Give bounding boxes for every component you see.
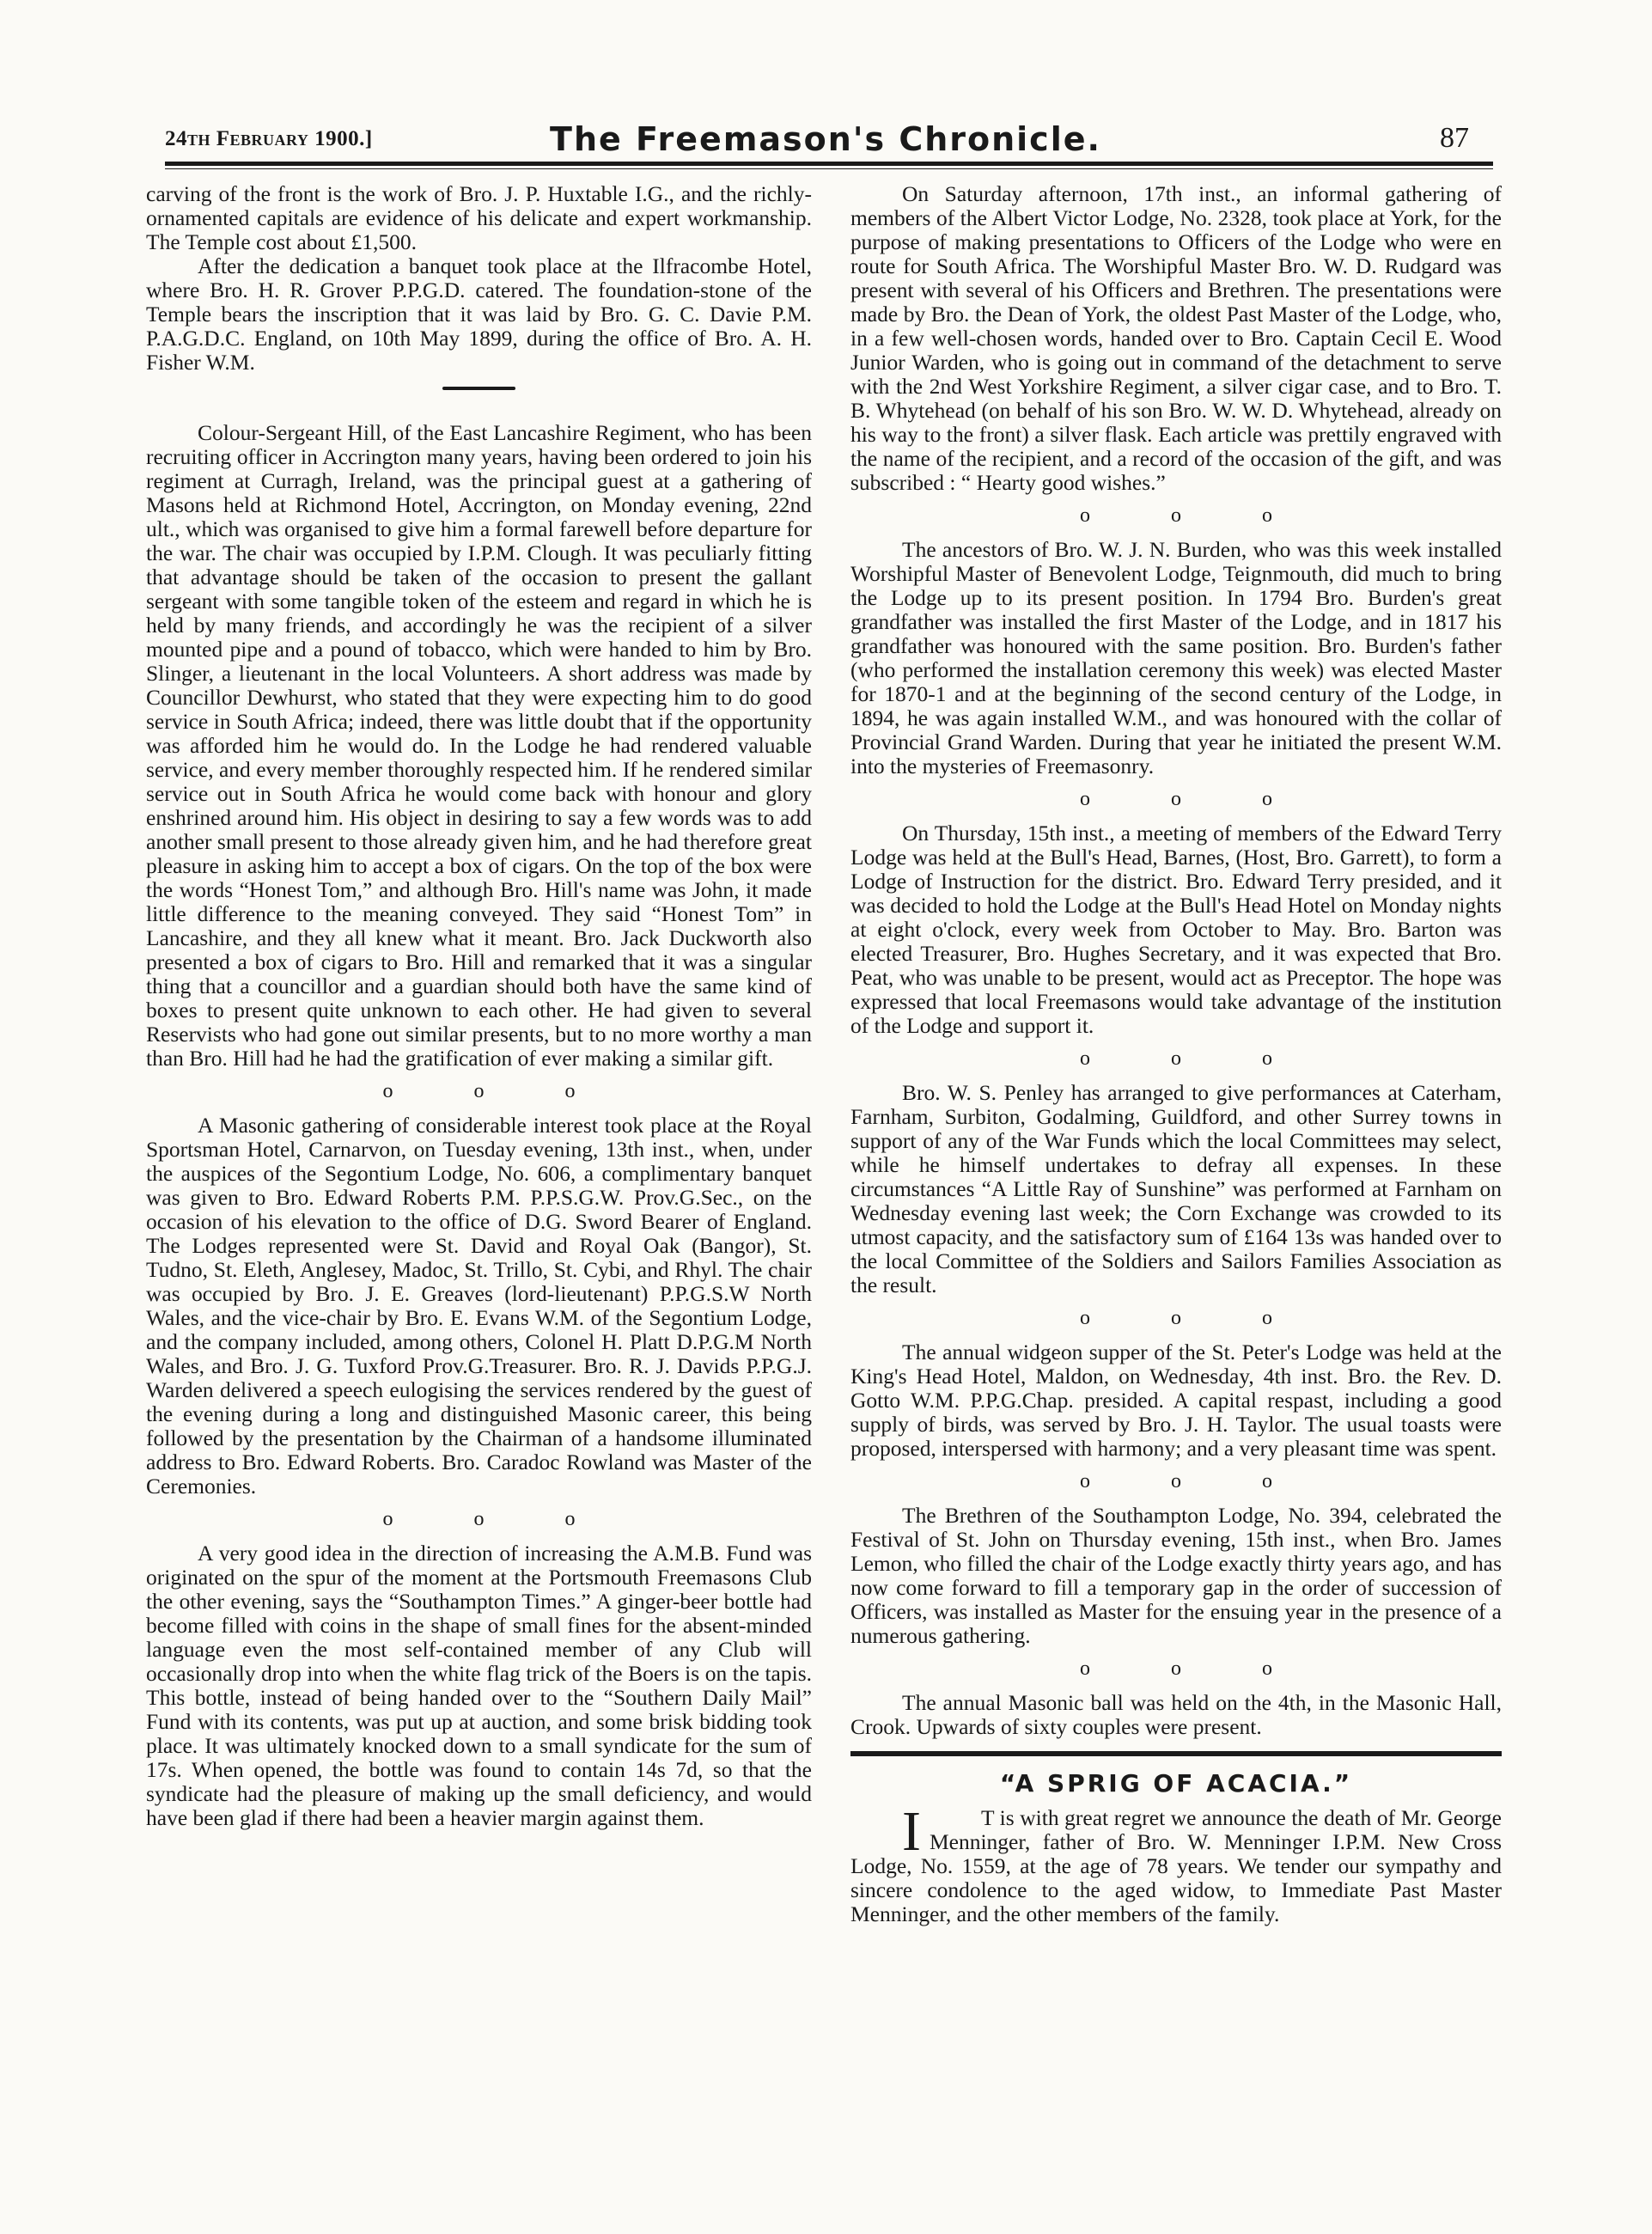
dot-separator: o o o bbox=[382, 1080, 613, 1102]
dot-separator: o o o bbox=[1080, 788, 1310, 810]
article-paragraph: A Masonic gathering of considerable interest took place at the Royal Sportsman Hotel, Carnarvon, on Tuesday evening, 13th inst., when, under the auspices of the Segontium Lodge, No. 606, a complimentary banquet was given to Bro. Edward Roberts P.M. P.P.S.G.W. Prov.G.Sec., on the occasion of his elevation to the office of D.G. Sword Bearer of England. The Lodges represented were St. David and Royal Oak (Bangor), St. Tudno, St. Eleth, Anglesey, Madoc, St. Trillo, St. Cybi, and Rhyl. The chair was occupied by Bro. J. E. Greaves (lord-lieutenant) P.P.G.S.W North Wales, and the vice-chair by Bro. E. Evans W.M. of the Segontium Lodge, and the company included, among others, Colonel H. Platt D.P.G.M North Wales, and Bro. J. G. Tuxford Prov.G.Treasurer. Bro. R. J. Davids P.P.G.J. Warden delivered a speech eulogising the services rendered by the guest of the evening during a long and distinguished Masonic career, this being followed by the presentation by the Chairman of a handsome illuminated address to Bro. Edward Roberts. Bro. Caradoc Rowland was Master of the Ceremonies. bbox=[146, 1113, 812, 1498]
article-paragraph: The annual widgeon supper of the St. Peter's Lodge was held at the King's Head Hotel, Maldon, on Wednesday, 4th inst. Bro. the Rev. D. Gotto W.M. P.P.G.Chap. presided. A capital respast, including a good supply of birds, was served by Bro. J. H. Taylor. The usual toasts were proposed, interspersed with harmony; and a very pleasant time was spent. bbox=[850, 1340, 1502, 1461]
page-header bbox=[165, 122, 1486, 156]
article-paragraph: The annual Masonic ball was held on the 4th, in the Masonic Hall, Crook. Upwards of sixty couples were present. bbox=[850, 1690, 1502, 1739]
right-column bbox=[850, 182, 1502, 1926]
article-paragraph: On Thursday, 15th inst., a meeting of members of the Edward Terry Lodge was held at the Bull's Head, Barnes, (Host, Bro. Garrett), to form a Lodge of Instruction for the district. Bro. Edward Terry presided, and it was decided to hold the Lodge at the Bull's Head Hotel on Monday nights at eight o'clock, every week from October to May. Bro. Barton was elected Treasurer, Bro. Hughes Secretary, and it was expected that Bro. Peat, who was unable to be present, would act as Preceptor. The hope was expressed that local Freemasons would take advantage of the institution of the Lodge and support it. bbox=[850, 821, 1502, 1038]
obituary-paragraph bbox=[850, 1800, 1502, 1926]
dot-separator: o o o bbox=[1080, 1307, 1310, 1329]
article-paragraph: Colour-Sergeant Hill, of the East Lancashire Regiment, who has been recruiting officer in Accrington many years, having been ordered to join his regiment at Curragh, Ireland, was the principal guest at a gathering of Masons held at Richmond Hotel, Accrington, on Monday evening, 22nd ult., which was organised to give him a formal farewell before departure for the war. The chair was occupied by I.P.M. Clough. It was peculiarly fitting that advantage should be taken of the occasion to present the gallant sergeant with some tangible token of the esteem and regard in which he is held by many friends, and accordingly he was the recipient of a silver mounted pipe and a pound of tobacco, which were handed to him by Bro. Slinger, a lieutenant in the local Volunteers. A short address was made by Councillor Dewhurst, who stated that they were expecting him to do good service in South Africa; indeed, there was little doubt that if the opportunity was afforded him he would do. In the Lodge he had rendered valuable service, and every member thoroughly respected him. If he rendered similar service out in South Africa he would come back with honour and glory enshrined around him. His object in desiring to say a few words was to add another small present to those already given him, and he had therefore great pleasure in asking him to accept a box of cigars. On the top of the box were the words “Honest Tom,” and although Bro. Hill's name was John, it made little difference to the meaning conveyed. They said “Honest Tom” in Lancashire, and they all knew what it meant. Bro. Jack Duckworth also presented a box of cigars to Bro. Hill and remarked that it was a singular thing that a councillor and a guardian should both have the same kind of boxes to present quite unknown to each other. He had given to several Reservists who had gone out similar presents, but to no more worthy a man than Bro. Hill had he had the gratification of ever making a similar gift. bbox=[146, 420, 812, 1071]
article-paragraph: After the dedication a banquet took place at the Ilfracombe Hotel, where Bro. H. R. Grover P.P.G.D. catered. The foundation-stone of the Temple bears the inscription that it was laid by Bro. G. C. Davie P.M. P.A.G.D.C. England, on 10th May 1899, during the office of Bro. A. H. Fisher W.M. bbox=[146, 253, 812, 375]
header-rule-thin bbox=[165, 168, 1493, 169]
article-paragraph: carving of the front is the work of Bro. J. P. Huxtable I.G., and the richly-ornamented capitals are evidence of his delicate and expert workmanship. The Temple cost about £1,500. bbox=[146, 181, 812, 254]
page-number: 87 bbox=[1440, 122, 1469, 154]
obituary-heading: “A SPRIG OF ACACIA.” bbox=[999, 1769, 1353, 1798]
article-separator bbox=[442, 387, 515, 390]
left-column bbox=[146, 182, 812, 1830]
dot-separator: o o o bbox=[1080, 1047, 1310, 1070]
issue-date: 24th February 1900.] bbox=[165, 127, 373, 150]
article-paragraph: Bro. W. S. Penley has arranged to give performances at Caterham, Farnham, Surbiton, Godalming, Guildford, and other Surrey towns in support of any of the War Funds which the local Committees may select, while he himself undertakes to defray all expenses. In these circumstances “A Little Ray of Sunshine” was performed at Farnham on Wednesday evening last week; the Corn Exchange was crowded to its utmost capacity, and the satisfactory sum of £164 13s was handed over to the local Committee of the Soldiers and Sailors Families Association as the result. bbox=[850, 1080, 1502, 1297]
article-paragraph: A very good idea in the direction of increasing the A.M.B. Fund was originated on the spur of the moment at the Portsmouth Freemasons Club the other evening, says the “Southampton Times.” A ginger-beer bottle had become filled with coins in the shape of small fines for the absent-minded language even the most self-contained member of any Club will occasionally drop into when the white flag trick of the Boers is on the tapis. This bottle, instead of being handed over to the “Southern Daily Mail” Fund with its contents, was put up at auction, and some brisk bidding took place. It was ultimately knocked down to a small syndicate for the sum of 17s. When opened, the bottle was found to contain 14s 7d, so that the syndicate had the pleasure of making up the small deficiency, and would have been glad if there had been a heavier margin against them. bbox=[146, 1541, 812, 1830]
header-rule bbox=[165, 162, 1493, 166]
dot-separator: o o o bbox=[382, 1508, 613, 1530]
drop-cap: I bbox=[902, 1800, 921, 1863]
dot-separator: o o o bbox=[1080, 504, 1310, 527]
article-paragraph: The Brethren of the Southampton Lodge, No. 394, celebrated the Festival of St. John on Thursday evening, 15th inst., when Bro. James Lemon, who filled the chair of the Lodge exactly thirty years ago, and has now come forward to fill a temporary gap in the order of succession of Officers, was installed as Master for the ensuing year in the presence of a numerous gathering. bbox=[850, 1503, 1502, 1648]
obituary-text: T is with great regret we announce the death of Mr. George Menninger, father of Bro. W. Menninger I.P.M. New Cross Lodge, No. 1559, at the age of 78 years. We tender our sympathy and sincere condolence to the aged widow, to Immediate Past Master Menninger, and the other members of the family. bbox=[850, 1805, 1502, 1926]
publication-title: The Freemason's Chronicle. bbox=[550, 120, 1101, 158]
section-rule bbox=[850, 1751, 1502, 1756]
article-paragraph: On Saturday afternoon, 17th inst., an informal gathering of members of the Albert Victor Lodge, No. 2328, took place at York, for the purpose of making presentations to Officers of the Lodge who were en route for South Africa. The Worshipful Master Bro. W. D. Rudgard was present with several of his Officers and Brethren. The presentations were made by Bro. the Dean of York, the oldest Past Master of the Lodge, who, in a few well-chosen words, handed over to Bro. Captain Cecil E. Wood Junior Warden, who is going out in command of the detachment to serve with the 2nd West Yorkshire Regiment, a silver cigar case, and to Bro. T. B. Whytehead (on behalf of his son Bro. W. W. D. Whytehead, already on his way to the front) a silver flask. Each article was prettily engraved with the name of the recipient, and a record of the occasion of the gift, and was subscribed : “ Hearty good wishes.” bbox=[850, 181, 1502, 495]
dot-separator: o o o bbox=[1080, 1470, 1310, 1492]
dot-separator: o o o bbox=[1080, 1657, 1310, 1680]
article-paragraph: The ancestors of Bro. W. J. N. Burden, who was this week installed Worshipful Master of Benevolent Lodge, Teignmouth, did much to bring the Lodge up to its present position. In 1794 Bro. Burden's great grandfather was installed the first Master of the Lodge, and in 1817 his grandfather was honoured with the same position. Bro. Burden's father (who performed the installation ceremony this week) was elected Master for 1870-1 and at the beginning of the second century of the Lodge, in 1894, he was again installed W.M., and was honoured with the collar of Provincial Grand Warden. During that year he initiated the present W.M. into the mysteries of Freemasonry. bbox=[850, 537, 1502, 778]
